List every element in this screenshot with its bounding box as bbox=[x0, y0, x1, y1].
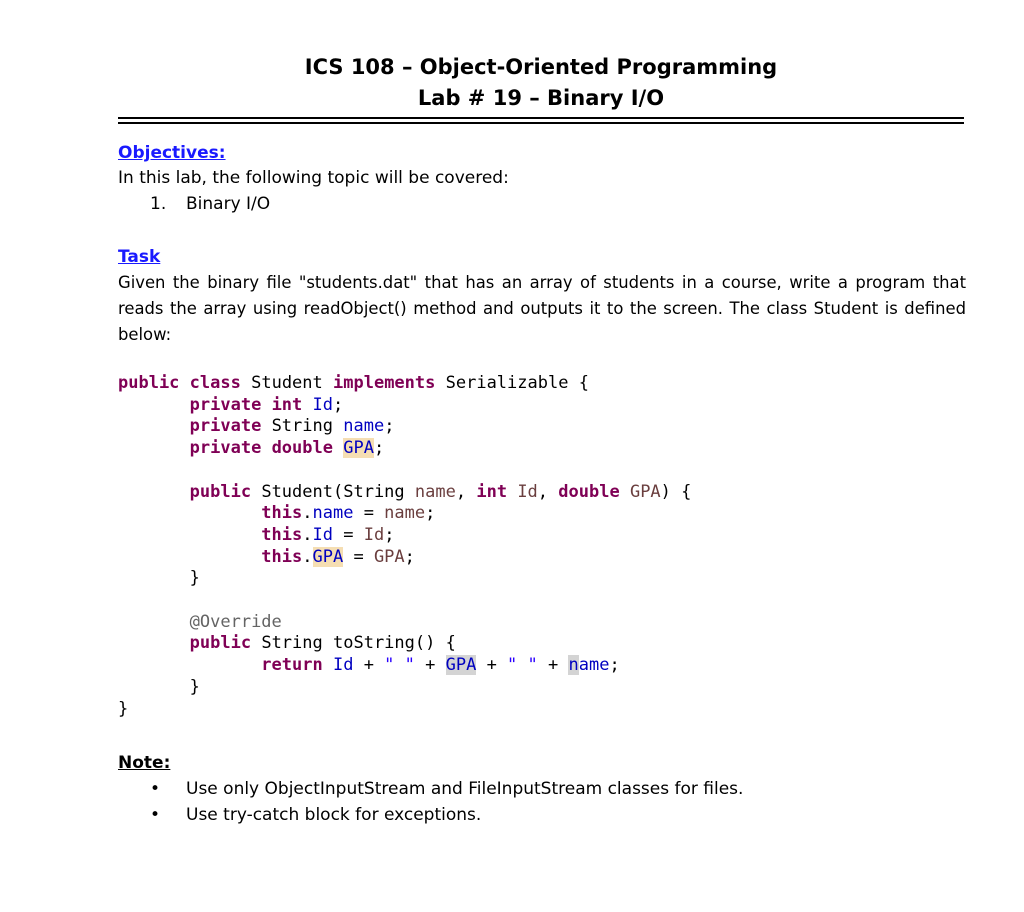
note-item: • Use try-catch block for exceptions. bbox=[150, 802, 743, 828]
objectives-list-item bbox=[150, 192, 270, 217]
code-field: name bbox=[568, 655, 610, 676]
code-param: GPA bbox=[373, 546, 405, 567]
note-heading: Note: bbox=[118, 753, 171, 773]
course-title: ICS 108 – Object-Oriented Programming bbox=[304, 55, 778, 79]
code-keyword: this bbox=[261, 503, 303, 524]
code-keyword: int bbox=[271, 394, 303, 415]
code-field: name bbox=[343, 416, 385, 437]
code-field: name bbox=[312, 503, 354, 524]
code-field: Id bbox=[332, 655, 354, 676]
list-number: 1. bbox=[150, 194, 167, 214]
code-field: Id bbox=[312, 524, 333, 545]
task-heading: Task bbox=[118, 247, 161, 267]
code-keyword: int bbox=[476, 481, 508, 502]
code-keyword: this bbox=[261, 546, 303, 567]
code-identifier: Serializable bbox=[445, 373, 569, 393]
code-keyword: private bbox=[189, 438, 262, 459]
code-identifier: String bbox=[261, 633, 323, 654]
code-param: GPA bbox=[629, 481, 661, 502]
code-annotation: @Override bbox=[189, 611, 282, 632]
bullet-icon: • bbox=[150, 805, 161, 825]
code-string: " " bbox=[507, 655, 538, 676]
objectives-intro: In this lab, the following topic will be covered: bbox=[118, 168, 509, 188]
code-keyword: public bbox=[189, 633, 252, 654]
bullet-icon: • bbox=[150, 779, 161, 799]
task-description: Given the binary file "students.dat" that has an array of students in a course, write a program that reads the array using readObject() method and outputs it to the screen. The class Student is defined below: bbox=[118, 273, 966, 344]
header-rule-top bbox=[118, 117, 964, 119]
code-keyword: class bbox=[189, 373, 241, 393]
code-string: " " bbox=[384, 655, 415, 676]
code-field: Id bbox=[312, 394, 334, 415]
document-header bbox=[118, 52, 964, 114]
objectives-heading: Objectives: bbox=[118, 143, 226, 163]
code-keyword: double bbox=[558, 481, 620, 502]
code-param: Id bbox=[363, 524, 385, 545]
code-identifier: Student bbox=[251, 373, 323, 393]
code-field: GPA bbox=[343, 438, 374, 459]
code-method: toString() bbox=[333, 633, 436, 654]
lab-title: Lab # 19 – Binary I/O bbox=[417, 86, 665, 110]
header-rule-bottom bbox=[118, 122, 964, 124]
list-item-text: Binary I/O bbox=[186, 194, 271, 214]
code-field: GPA bbox=[312, 546, 344, 567]
code-keyword: implements bbox=[333, 373, 436, 393]
code-identifier: String bbox=[343, 481, 405, 502]
code-param: name bbox=[384, 503, 426, 524]
code-keyword: public bbox=[118, 373, 180, 393]
code-keyword: private bbox=[189, 394, 262, 415]
code-field: GPA bbox=[445, 655, 477, 676]
code-keyword: private bbox=[189, 416, 262, 437]
code-identifier: Student bbox=[261, 481, 333, 502]
code-param: name bbox=[414, 481, 456, 502]
note-item: • Use only ObjectInputStream and FileInputStream classes for files. bbox=[150, 776, 743, 802]
code-keyword: public bbox=[189, 481, 252, 502]
code-highlight: n bbox=[568, 655, 579, 676]
code-keyword: this bbox=[261, 524, 303, 545]
code-block: public class Student implements Serializable { private int Id; private String name; private double GPA; public Student(String name, int Id, double GPA) { this.name = name; this.Id = Id; this.GPA = GPA; } @Override public String toString() { return Id + " " + GPA + " " + name; } } bbox=[118, 373, 692, 719]
code-keyword: return bbox=[261, 655, 323, 676]
code-param: Id bbox=[517, 481, 538, 502]
note-list bbox=[150, 776, 743, 828]
code-keyword: double bbox=[271, 438, 333, 459]
code-identifier: String bbox=[271, 416, 333, 437]
